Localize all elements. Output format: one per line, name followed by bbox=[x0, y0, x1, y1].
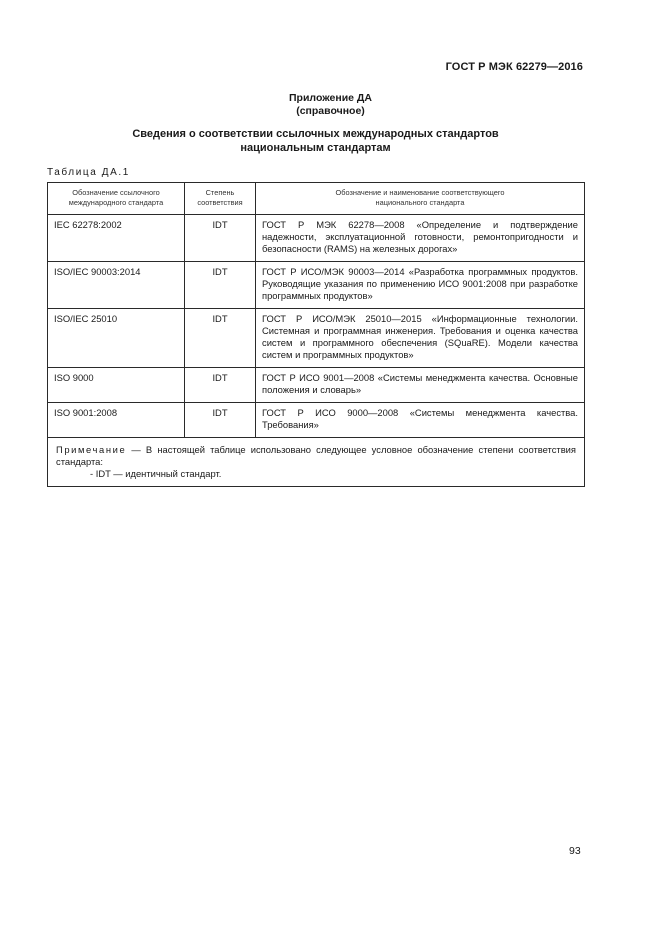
table-row bbox=[48, 262, 585, 309]
column-header-degree: Степень соответствия bbox=[185, 183, 256, 215]
degree-cell: IDT bbox=[185, 403, 256, 438]
note-text: — В настоящей таблице использовано следующее условное обозначение степени соответствия стандарта: bbox=[56, 444, 576, 467]
note-label: Примечание bbox=[56, 444, 127, 455]
table-row bbox=[48, 309, 585, 368]
column-header-reference: Обозначение ссылочного международного стандарта bbox=[48, 183, 185, 215]
degree-cell: IDT bbox=[185, 215, 256, 262]
column-header-national: Обозначение и наименование соответствующего национального стандарта bbox=[256, 183, 585, 215]
note-item: - IDT — идентичный стандарт. bbox=[90, 468, 222, 479]
national-standard-cell: ГОСТ Р ИСО 9001—2008 «Системы менеджмента качества. Основные положения и словарь» bbox=[256, 368, 585, 403]
reference-standard-cell: ISO 9001:2008 bbox=[48, 403, 185, 438]
section-heading-line2: национальным стандартам bbox=[240, 141, 391, 154]
reference-standard-cell: ISO 9000 bbox=[48, 368, 185, 403]
table-row bbox=[48, 368, 585, 403]
annex-block bbox=[0, 92, 661, 118]
national-standard-cell: ГОСТ Р ИСО 9000—2008 «Системы менеджмента качества. Требования» bbox=[256, 403, 585, 438]
national-standard-cell: ГОСТ Р МЭК 62278—2008 «Определение и подтверждение надежности, эксплуатационной готовности, ремонтопригодности и безопасности (RAMS) на железных дорогах» bbox=[256, 215, 585, 262]
table-caption: Таблица ДА.1 bbox=[47, 167, 130, 178]
annex-title: Приложение ДА bbox=[289, 92, 372, 104]
table-note-row bbox=[48, 438, 585, 487]
national-standard-cell: ГОСТ Р ИСО/МЭК 90003—2014 «Разработка программных продуктов. Руководящие указания по применению ИСО 9001:2008 при разработке программных продуктов» bbox=[256, 262, 585, 309]
reference-standard-cell: ISO/IEC 90003:2014 bbox=[48, 262, 185, 309]
reference-standard-cell: ISO/IEC 25010 bbox=[48, 309, 185, 368]
degree-cell: IDT bbox=[185, 262, 256, 309]
table-note bbox=[48, 438, 585, 487]
section-heading-line1: Сведения о соответствии ссылочных международных стандартов bbox=[132, 128, 499, 140]
reference-standard-cell: IEC 62278:2002 bbox=[48, 215, 185, 262]
national-standard-cell: ГОСТ Р ИСО/МЭК 25010—2015 «Информационные технологии. Системная и программная инженерия. Требования и оценка качества систем и программного обеспечения (SQuaRE). Модели качества систем и программных продуктов» bbox=[256, 309, 585, 368]
annex-subtitle: (справочное) bbox=[296, 105, 365, 117]
document-designation: ГОСТ Р МЭК 62279—2016 bbox=[445, 61, 583, 73]
table-header-row bbox=[48, 183, 585, 215]
section-heading bbox=[0, 128, 631, 155]
note-paragraph bbox=[56, 444, 576, 468]
degree-cell: IDT bbox=[185, 309, 256, 368]
degree-cell: IDT bbox=[185, 368, 256, 403]
table-row bbox=[48, 403, 585, 438]
correspondence-table bbox=[47, 182, 585, 487]
table-row bbox=[48, 215, 585, 262]
page-number: 93 bbox=[569, 845, 581, 857]
